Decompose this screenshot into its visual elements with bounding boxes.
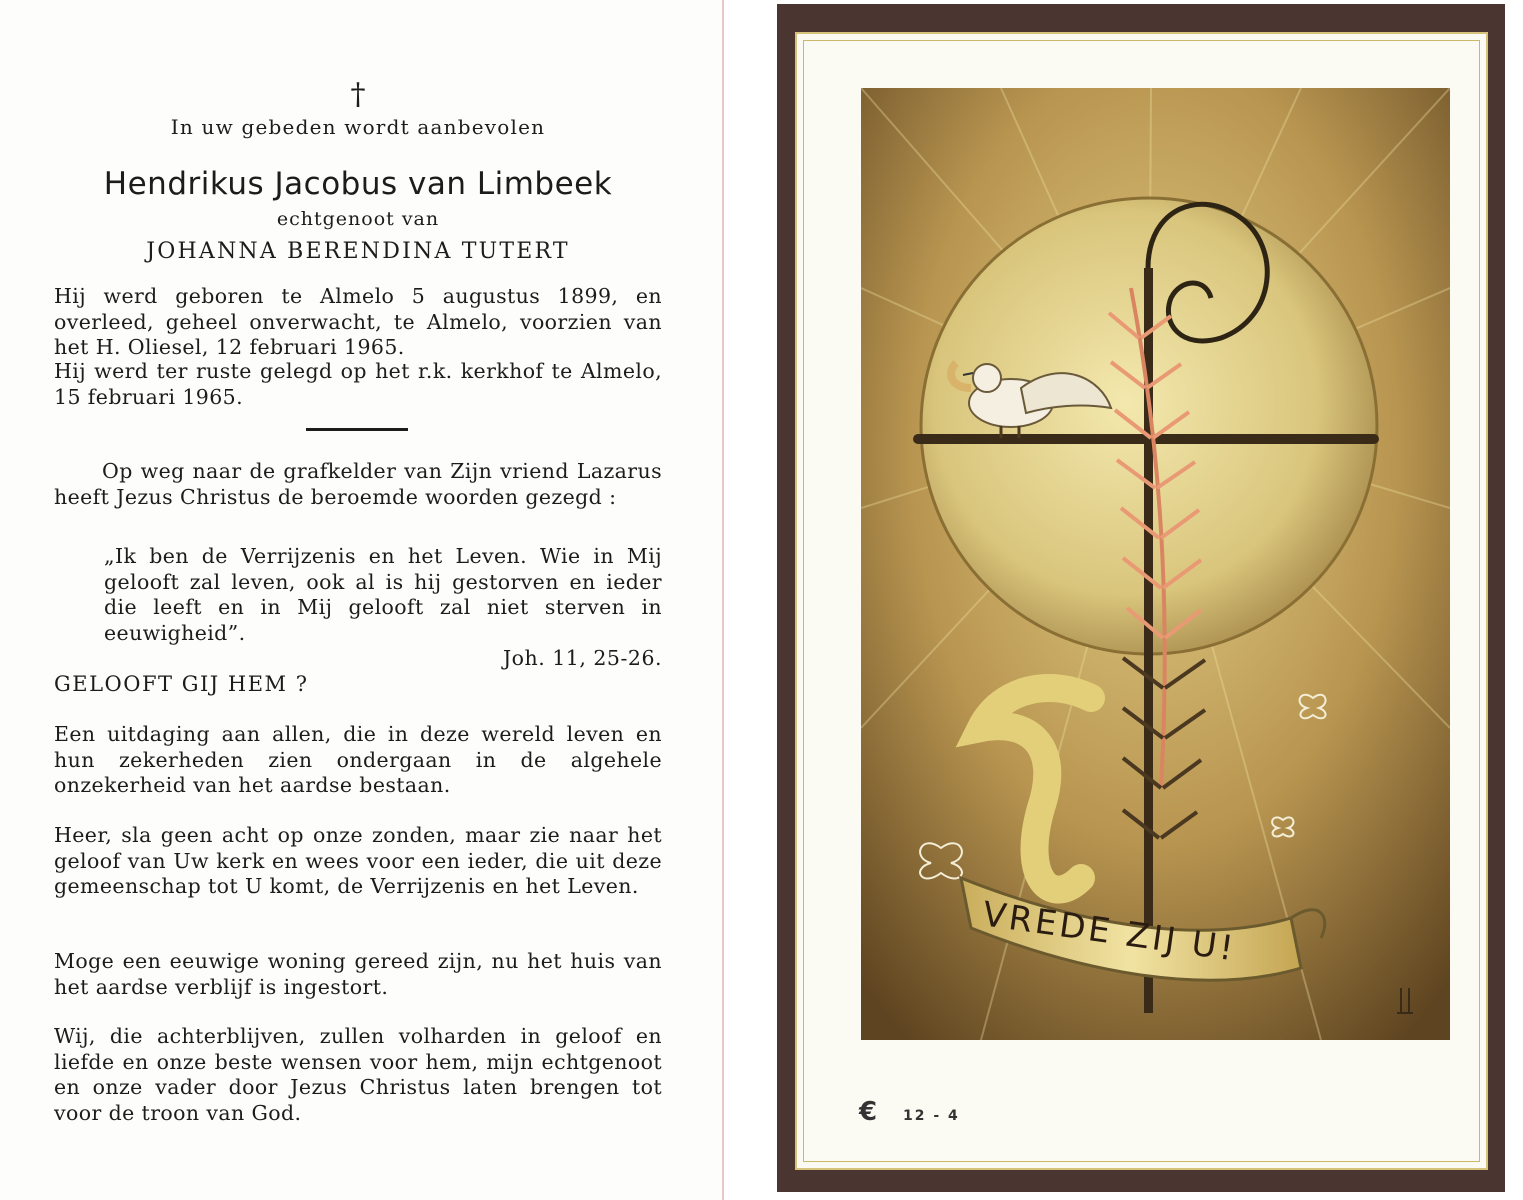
paragraph-remain: Wij, die achterblijven, zullen volharden in geloof en liefde en onze beste wensen voor hem, mijn echtgenoot en onze vader door Jezus Christus laten brengen tot voor de troon van God. xyxy=(54,1024,662,1125)
scripture-quote: „Ik ben de Verrijzenis en het Leven. Wie in Mij gelooft zal leven, ook al is hij gestorven en ieder die leeft en in Mij gelooft zal niet sterven in eeuwigheid”. xyxy=(104,544,662,645)
prayer-card-picture-side xyxy=(777,4,1505,1192)
paragraph-prayer: Heer, sla geen acht op onze zonden, maar zie naar het geloof van Uw kerk en wees voor een ieder, die uit deze gemeenschap tot U komt, de Verrijzenis en het Leven. xyxy=(54,823,662,898)
prayer-card-text-side xyxy=(0,0,724,1200)
publisher-mark: € xyxy=(859,1097,878,1127)
banner-text: VREDE ZIJ U! xyxy=(980,894,1239,970)
deceased-name: Hendrikus Jacobus van Limbeek xyxy=(103,166,613,202)
section-heading: GELOOFT GIJ HEM ? xyxy=(54,672,309,696)
section-divider xyxy=(306,428,408,431)
religious-illustration xyxy=(861,88,1450,1040)
bio-birth-death: Hij werd geboren te Almelo 5 augustus 1899, en overleed, geheel onverwacht, te Almelo, voorzien van het H. Oliesel, 12 februari 1965. xyxy=(54,284,662,359)
scripture-reference: Joh. 11, 25-26. xyxy=(502,646,662,670)
card-code: 12 - 4 xyxy=(903,1108,960,1124)
paragraph-dwelling: Moge een eeuwige woning gereed zijn, nu het huis van het aardse verblijf is ingestort. xyxy=(54,949,662,999)
recommendation-line: In uw gebeden wordt aanbevolen xyxy=(170,115,546,139)
spouse-name: JOHANNA BERENDINA TUTERT xyxy=(146,239,570,264)
spouse-label: echtgenoot van xyxy=(276,208,440,230)
bio-burial: Hij werd ter ruste gelegd op het r.k. kerkhof te Almelo, 15 februari 1965. xyxy=(54,359,662,409)
paragraph-challenge: Een uitdaging aan allen, die in deze wereld leven en hun zekerheden zien ondergaan in de algehele onzekerheid van het aardse bestaan. xyxy=(54,722,662,797)
cross-symbol: † xyxy=(350,77,366,112)
gold-frame xyxy=(795,32,1488,1170)
lazarus-intro: Op weg naar de grafkelder van Zijn vriend Lazarus heeft Jezus Christus de beroemde woorden gezegd : xyxy=(54,459,662,509)
